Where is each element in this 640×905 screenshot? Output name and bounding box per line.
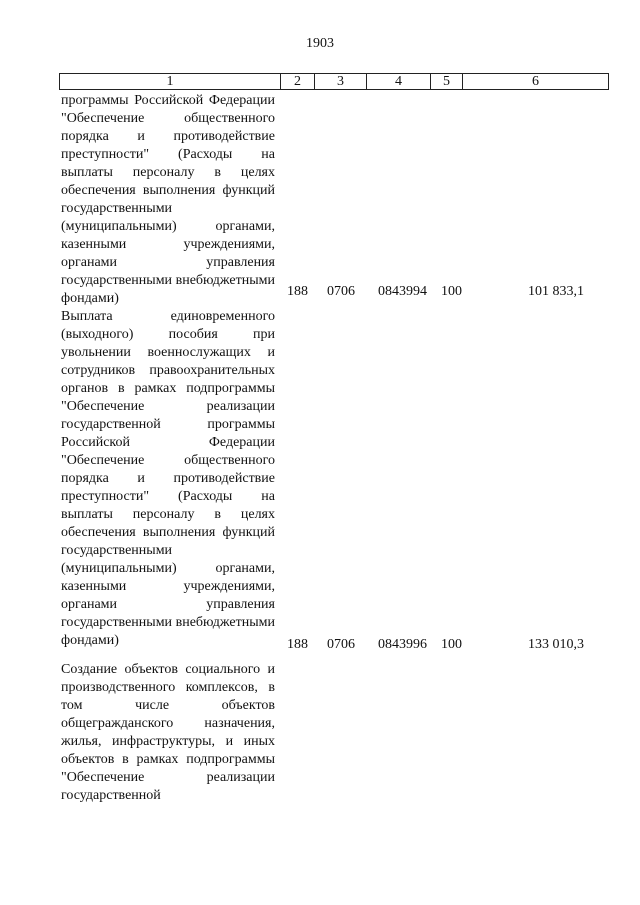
row-amount: 101 833,1: [528, 284, 584, 299]
row-target-code: 0843994: [378, 284, 427, 299]
row-expense-type: 100: [441, 284, 462, 299]
page-number: 1903: [306, 36, 334, 51]
column-header-2: 2: [280, 74, 314, 89]
column-header-4: 4: [366, 74, 430, 89]
table-header: [59, 73, 609, 90]
column-header-3: 3: [314, 74, 366, 89]
row-section-code: 0706: [327, 284, 355, 299]
column-header-1: 1: [166, 74, 174, 89]
row-ved-code: 188: [287, 284, 308, 299]
row-description: Создание объектов социального и производственного комплексов, в том числе объектов общегражданского назначения, жилья, инфраструктуры, и иных объектов в рамках подпрограммы "Обеспечение реализации государственной: [61, 662, 275, 803]
row-expense-type: 100: [441, 637, 462, 652]
row-description: программы Российской Федерации "Обеспечение общественного порядка и противодействие преступности" (Расходы на выплаты персоналу в целях обеспечения выполнения функций государственными (муниципальными) органами, казенными учреждениями, органами управления государственными внебюджетными фондами): [61, 93, 275, 306]
row-amount: 133 010,3: [528, 637, 584, 652]
row-ved-code: 188: [287, 637, 308, 652]
row-description: Выплата единовременного (выходного) пособия при увольнении военнослужащих и сотрудников правоохранительных органов в рамках подпрограммы "Обеспечение реализации государственной программы Российской Федерации "Обеспечение общественного порядка и противодействие преступности" (Расходы на выплаты персоналу в целях обеспечения выполнения функций государственными (муниципальными) органами, казенными учреждениями, органами управления государственными внебюджетными фондами): [61, 309, 275, 648]
row-target-code: 0843996: [378, 637, 427, 652]
column-header-6: 6: [462, 74, 608, 89]
column-header-5: 5: [430, 74, 462, 89]
row-section-code: 0706: [327, 637, 355, 652]
